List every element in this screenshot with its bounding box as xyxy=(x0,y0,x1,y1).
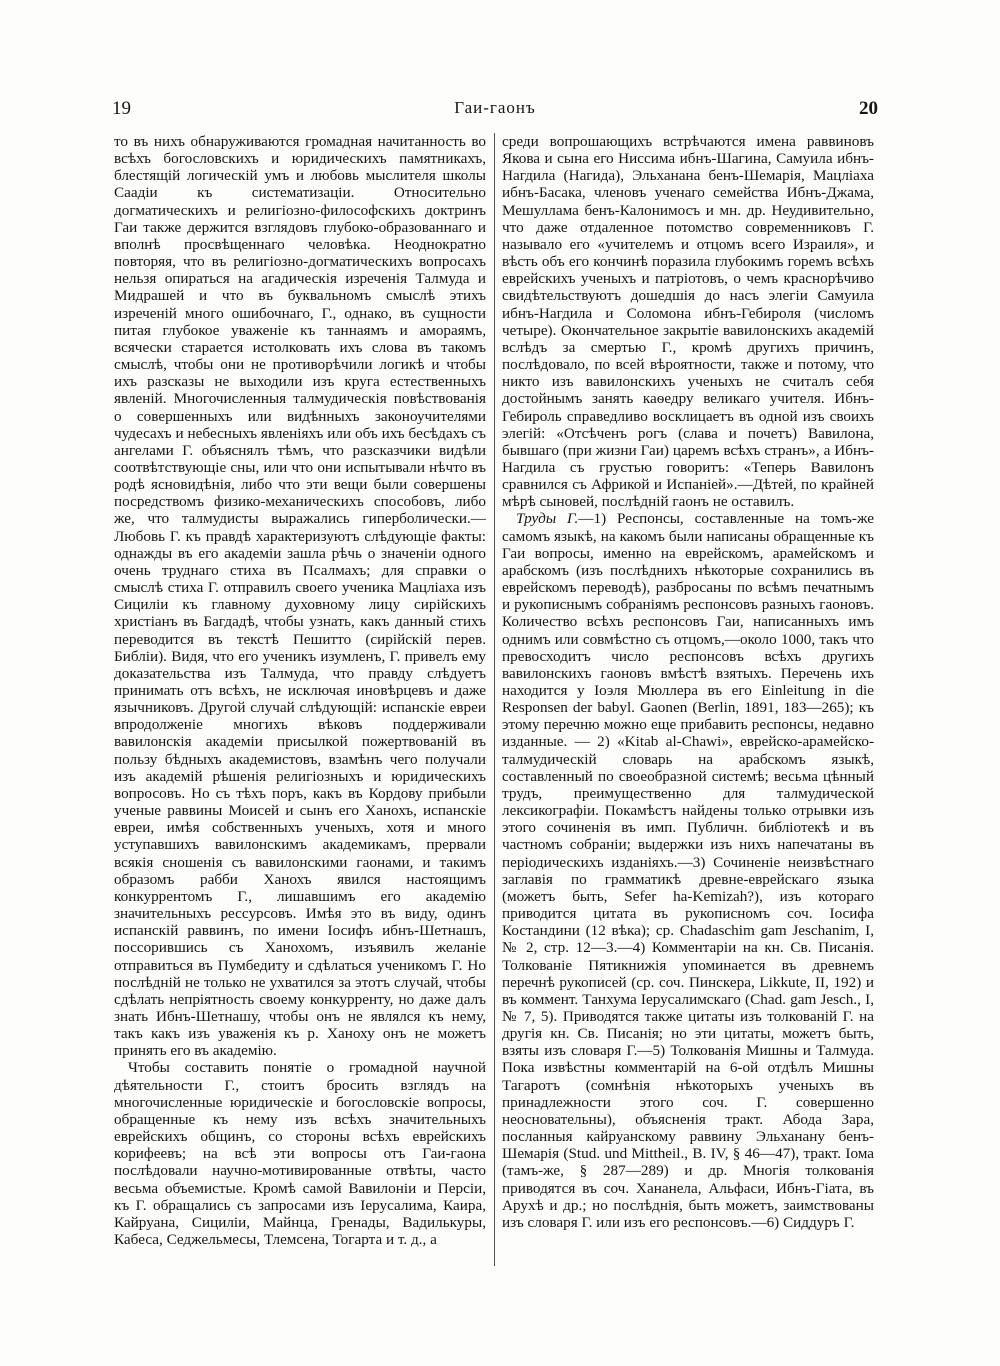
right-paragraph-2 xyxy=(502,510,874,1231)
left-paragraph-1: то въ нихъ обнаруживаются громадная начитанность во всѣхъ богословскихъ и юридическихъ памятникахъ, блестящій логическій умъ и любовь мыслителя школы Саадіи къ систематизаціи. Относительно догматическихъ и религіозно-философскихъ доктринъ Гаи также держится взглядовъ глубоко-образованнаго и вполнѣ просвѣщеннаго человѣка. Неоднократно повторяя, что въ религіозно-догматическихъ вопросахъ нельзя опираться на агадическія изреченія Талмуда и Мидрашей и что въ буквальномъ смыслѣ этихъ изреченій много ошибочнаго, Г., однако, въ сущности питая глубокое уваженіе къ таннаямъ и амораямъ, всячески старается истолковать ихъ слова въ такомъ смыслѣ, чтобы они не противорѣчили логикѣ и чтобы ихъ разсказы не выходили изъ круга естественныхъ явленій. Многочисленныя талмудическія повѣствованія о совершенныхъ или видѣнныхъ законоучителями чудесахъ и небесныхъ явленіяхъ или объ ихъ бесѣдахъ съ ангелами Г. объяснялъ тѣмъ, что разсказчики видѣли соотвѣтствующіе сны, или что они испытывали нѣчто въ родѣ ясновидѣнія, либо что эти вещи были совершены посредствомъ физико-механическихъ способовъ, либо же, что талмудисты выражались гиперболически.—Любовь Г. къ правдѣ характеризуютъ слѣдующіе факты: однажды въ его академіи зашла рѣчь о значеніи одного очень труднаго стиха въ Псалмахъ; для справки о смыслѣ стиха Г. отправилъ своего ученика Мацліаха изъ Сициліи къ главному духовному лицу сирійскихъ христіанъ въ Багдадѣ, чтобы узнать, какъ данный стихъ переводится въ текстѣ Пешитто (сирійскій перев. Библіи). Видя, что его ученикъ изумленъ, Г. привелъ ему доказательства изъ Талмуда, что правду слѣдуетъ принимать отъ всѣхъ, не исключая иновѣрцевъ и даже язычниковъ. Другой случай слѣдующій: испанскіе евреи впродолженіе многихъ вѣковъ поддерживали вавилонскія академіи присылкой пожертвованій въ пользу бѣдныхъ академистовъ, взамѣнъ чего получали изъ академій рѣшенія религіозныхъ и юридическихъ вопросовъ. Но съ тѣхъ поръ, какъ въ Кордову прибыли ученые раввины Моисей и сынъ его Ханохъ, испанскіе евреи, имѣя собственныхъ ученыхъ, хотя и много уступавшихъ вавилонскимъ академикамъ, прервали всякія сношенія съ вавилонскими гаонами, и такимъ образомъ рабби Ханохъ явился настоящимъ конкуррентомъ Г., лишавшимъ его академію значительныхъ рессурсовъ. Имѣя это въ виду, одинъ испанскій раввинъ, по имени Іосифъ ибнъ-Шетнашъ, поссорившись съ Ханохомъ, изъявилъ желаніе отправиться въ Пумбедиту и сдѣлаться ученикомъ Г. Но послѣдній не только не ухватился за этотъ случай, чтобы сдѣлать непріятность своему конкурренту, но даже далъ знать Ибнъ-Шетнашу, чтобы онъ не являлся къ нему, такъ какъ изъ уваженія къ р. Ханоху онъ не можетъ принять его въ академію. xyxy=(114,133,486,1060)
works-heading: Труды Г. xyxy=(516,510,579,528)
page-number-right: 20 xyxy=(859,98,878,119)
running-head xyxy=(112,98,878,124)
works-text: —1) Респонсы, составленные на томъ-же самомъ языкѣ, на какомъ были написаны обращенные къ Гаи вопросы, именно на еврейскомъ, арамейскомъ и арабскомъ (изъ послѣднихъ нѣкоторые сохранились въ еврейскомъ переводѣ), разбросаны по всѣмъ печатнымъ и рукописнымъ собраніямъ респонсовъ разныхъ гаоновъ. Количество всѣхъ респонсовъ Гаи, написанныхъ имъ однимъ или совмѣстно съ отцомъ,—около 1000, такъ что превосходитъ число респонсовъ всѣхъ другихъ вавилонскихъ гаоновъ вмѣстѣ взятыхъ. Перечень ихъ находится у Іоэля Мюллера въ его Einleitung in die Responsen der babyl. Gaonen (Berlin, 1891, 183—265); къ этому перечню можно еще прибавить респонсы, недавно изданные. — 2) «Kitab al-Chawi», еврейско-арамейско-талмудическій словарь на арабскомъ языкѣ, составленный по своеобразной системѣ; весьма цѣнный трудъ, преимущественно для талмудической лексикографіи. Покамѣстъ найдены только отрывки изъ этого сочиненія въ имп. Публичн. библіотекѣ и въ частномъ собраніи; выдержки изъ нихъ напечатаны въ періодическихъ изданіяхъ.—3) Сочиненіе неизвѣстнаго заглавія по грамматикѣ древне-еврейскаго языка (можетъ быть, Sefer ha-Kemizah?), изъ котораго приводится цитата въ рукописномъ соч. Іосифа Костандини (12 вѣка); ср. Chadaschim gam Jeschanim, I, № 2, стр. 12—3.—4) Комментаріи на кн. Св. Писанія. Толкованіе Пятикнижія упоминается въ древнемъ перечнѣ рукописей (ср. соч. Пинскера, Likkute, II, 192) и въ коммент. Танхума Іерусалимскаго (Chad. gam Jesch., I, № 7, 5). Приводятся также цитаты изъ толкованій Г. на другія кн. Св. Писанія; но эти цитаты, можетъ быть, взяты изъ словаря Г.—5) Толкованія Мишны и Талмуда. Пока извѣстны комментарій на 6-ой отдѣлъ Мишны Тагаротъ (сомнѣнія нѣкоторыхъ ученыхъ въ принадлежности этого соч. Г. совершенно неосновательны), объясненія тракт. Абода Зара, посланныя кайруанскому раввину Эльханану бенъ-Шемарія (Stud. und Mittheil., B. IV, § 46—47), тракт. Іома (тамъ-же, § 287—289) и др. Многія толкованія приводятся въ соч. Хананела, Альфаси, Ибнъ-Гіата, въ Арухѣ и др.; но послѣднія, быть можетъ, заимствованы изъ словаря Г. или изъ его респонсовъ.—6) Сиддуръ Г. xyxy=(502,510,874,1231)
column-divider xyxy=(494,133,495,1266)
running-title: Гаи-гаонъ xyxy=(454,98,536,117)
right-column xyxy=(502,133,874,1231)
left-column xyxy=(114,133,486,1248)
page-number-left: 19 xyxy=(112,98,131,119)
left-paragraph-2: Чтобы составить понятіе о громадной научной дѣятельности Г., стоитъ бросить взглядъ на многочисленные юридическіе и богословскіе вопросы, обращенные къ нему изъ всѣхъ значительныхъ еврейскихъ общинъ, со стороны всѣхъ еврейскихъ корифеевъ; на всѣ эти вопросы отъ Гаи-гаона послѣдовали научно-мотивированные отвѣты, часто весьма объемистые. Кромѣ самой Вавилоніи и Персіи, къ Г. обращались съ запросами изъ Іерусалима, Каира, Кайруана, Сициліи, Майнца, Гренады, Вадилькуры, Кабеса, Седжельмесы, Тлемсена, Тогарта и т. д., а xyxy=(114,1059,486,1248)
right-paragraph-1: среди вопрошающихъ встрѣчаются имена раввиновъ Якова и сына его Ниссима ибнъ-Шагина, Самуила ибнъ-Нагдила (Нагида), Эльханана бенъ-Шемарія, Мацліаха ибнъ-Басака, членовъ ученаго семейства Ибнъ-Джама, Мешуллама бенъ-Калонимосъ и мн. др. Неудивительно, что даже отдаленное потомство современниковъ Г. называло его «учителемъ и отцомъ всего Израиля», и вѣсть объ его кончинѣ поразила глубокимъ горемъ всѣхъ еврейскихъ ученыхъ и патріотовъ, о чемъ краснорѣчиво свидѣтельствуютъ дошедшія до насъ элегіи Самуила ибнъ-Нагдила и Соломона ибнъ-Гебироля (числомъ четыре). Окончательное закрытіе вавилонскихъ академій вслѣдъ за смертью Г., кромѣ другихъ причинъ, послѣдовало, по всей вѣроятности, также и потому, что никто изъ вавилонскихъ ученыхъ не считалъ себя достойнымъ занять каѳедру великаго учителя. Ибнъ-Гебироль справедливо восклицаетъ въ одной изъ своихъ элегій: «Отсѣченъ рогъ (слава и почетъ) Вавилона, бывшаго (при жизни Гаи) царемъ всѣхъ странъ», а Ибнъ-Нагдила съ грустью говоритъ: «Теперь Вавилонъ сравнился съ Африкой и Испаніей».—Дѣтей, по крайней мѣрѣ сыновей, послѣдній гаонъ не оставилъ. xyxy=(502,133,874,511)
